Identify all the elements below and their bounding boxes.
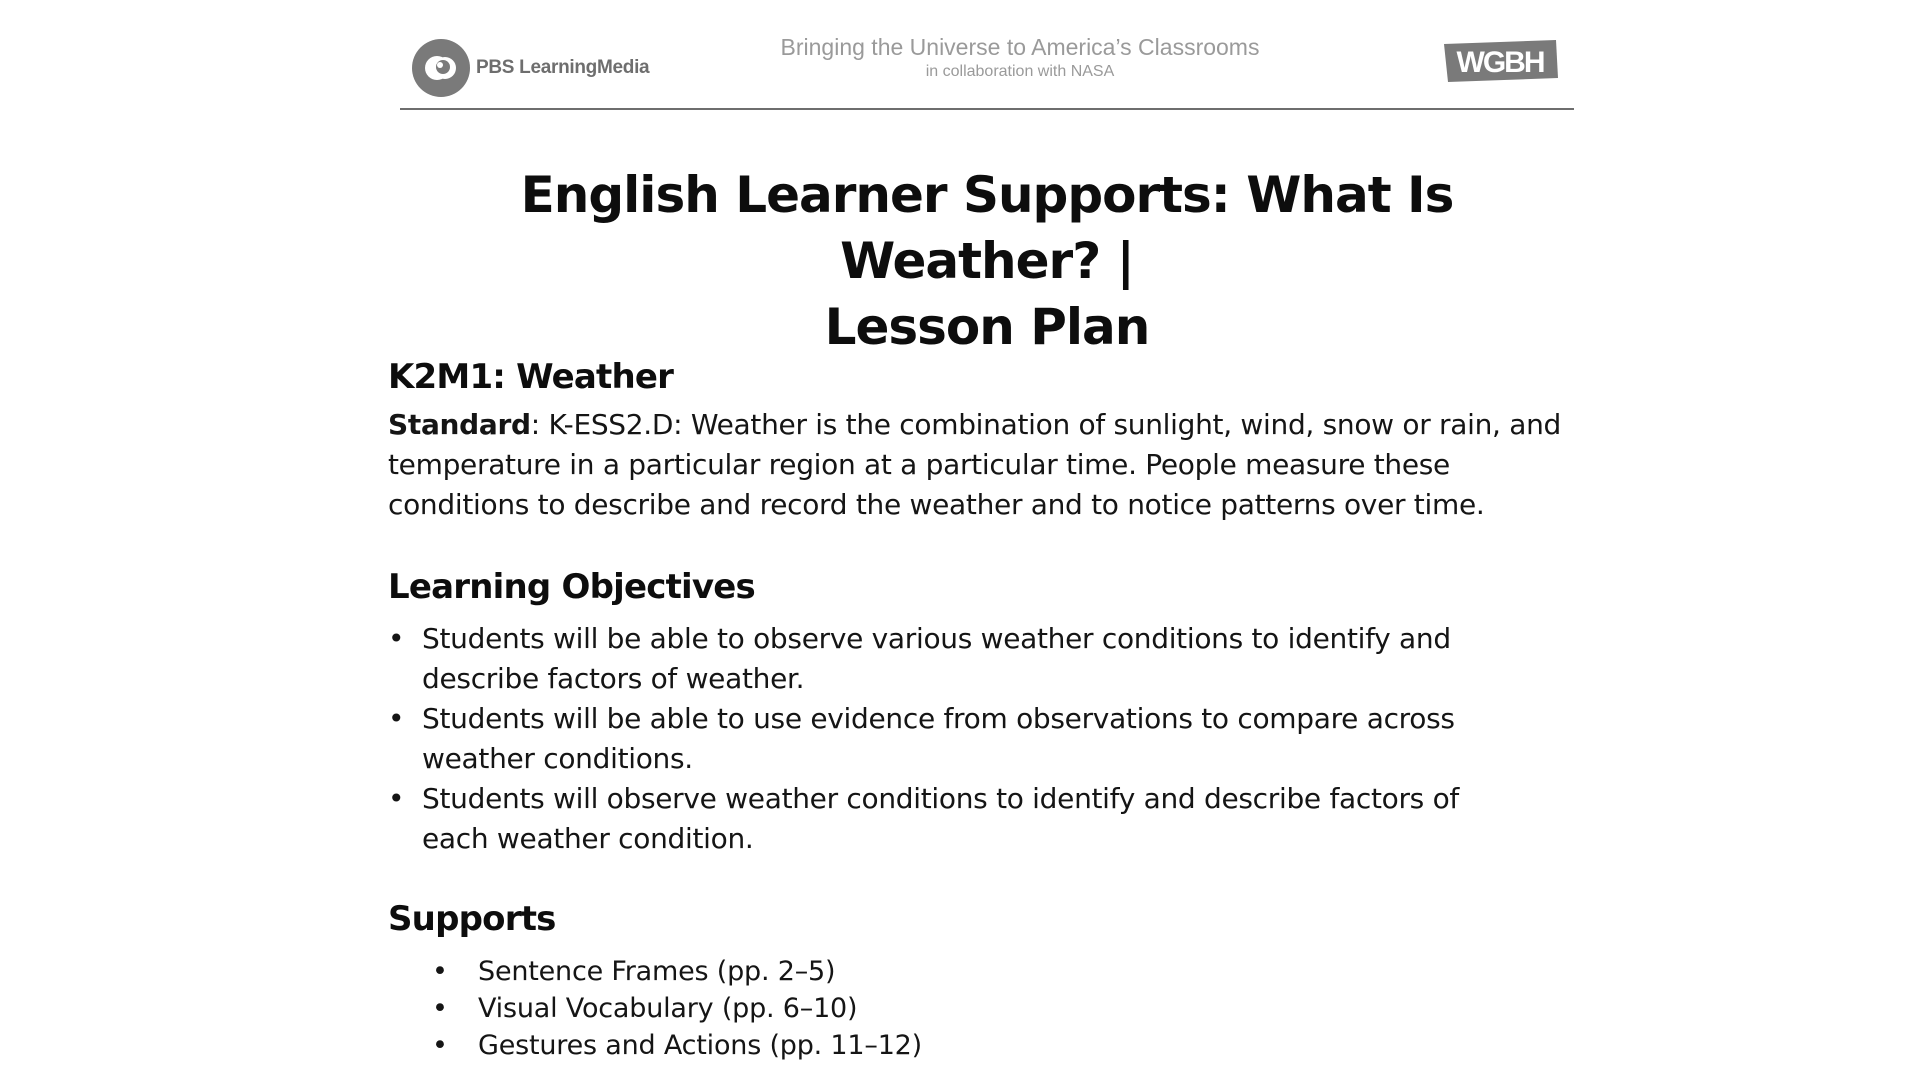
support-text: Visual Vocabulary (pp. 6–10)	[478, 993, 858, 1024]
pbs-logo-text: PBS LearningMedia	[476, 57, 650, 78]
module-heading: K2M1: Weather	[388, 357, 674, 397]
learning-objectives-list	[388, 619, 1568, 859]
header-tagline	[760, 32, 1280, 82]
title-line-1: English Learner Supports: What Is Weather? |	[520, 166, 1454, 290]
supports-list	[388, 953, 1568, 1064]
support-text: Gestures and Actions (pp. 11–12)	[478, 1030, 922, 1061]
standard-text: : K-ESS2.D: Weather is the combination of sunlight, wind, snow or rain, and temperature in a particular region at a particular time. People measure these conditions to describe and record the weather and to notice patterns over time.	[388, 408, 1562, 521]
list-item	[388, 953, 1568, 990]
support-text: Sentence Frames (pp. 2–5)	[478, 956, 836, 987]
bullet-icon: •	[388, 702, 405, 735]
list-item	[388, 1027, 1568, 1064]
bullet-icon: •	[432, 1030, 448, 1061]
pbs-learningmedia-logo	[412, 39, 649, 97]
objective-text: Students will be able to use evidence from observations to compare across weather conditions.	[422, 702, 1455, 775]
title-line-2: Lesson Plan	[824, 298, 1150, 356]
wgbh-logo-text: WGBH	[1456, 46, 1544, 79]
list-item	[388, 779, 1492, 859]
page-title	[400, 162, 1574, 360]
document-body	[388, 355, 1568, 1064]
bullet-icon: •	[388, 622, 405, 655]
header-divider	[400, 108, 1574, 110]
tagline-main: Bringing the Universe to America’s Classrooms	[780, 34, 1260, 60]
supports-heading: Supports	[388, 899, 556, 939]
tagline-sub: in collaboration with NASA	[925, 63, 1115, 80]
bullet-icon: •	[388, 782, 405, 815]
standard-paragraph	[388, 405, 1568, 525]
learning-objectives-heading: Learning Objectives	[388, 567, 755, 607]
standard-label: Standard	[388, 408, 531, 441]
wgbh-logo	[1438, 38, 1562, 90]
list-item	[388, 619, 1492, 699]
objective-text: Students will be able to observe various weather conditions to identify and describe factors of weather.	[422, 622, 1451, 695]
list-item	[388, 699, 1492, 779]
page-header	[400, 30, 1574, 108]
objective-text: Students will observe weather conditions to identify and describe factors of each weather condition.	[422, 782, 1459, 855]
pbs-head-icon	[412, 39, 470, 97]
list-item	[388, 990, 1568, 1027]
pbs-head-glyph	[421, 48, 461, 88]
bullet-icon: •	[432, 956, 448, 987]
bullet-icon: •	[432, 993, 448, 1024]
